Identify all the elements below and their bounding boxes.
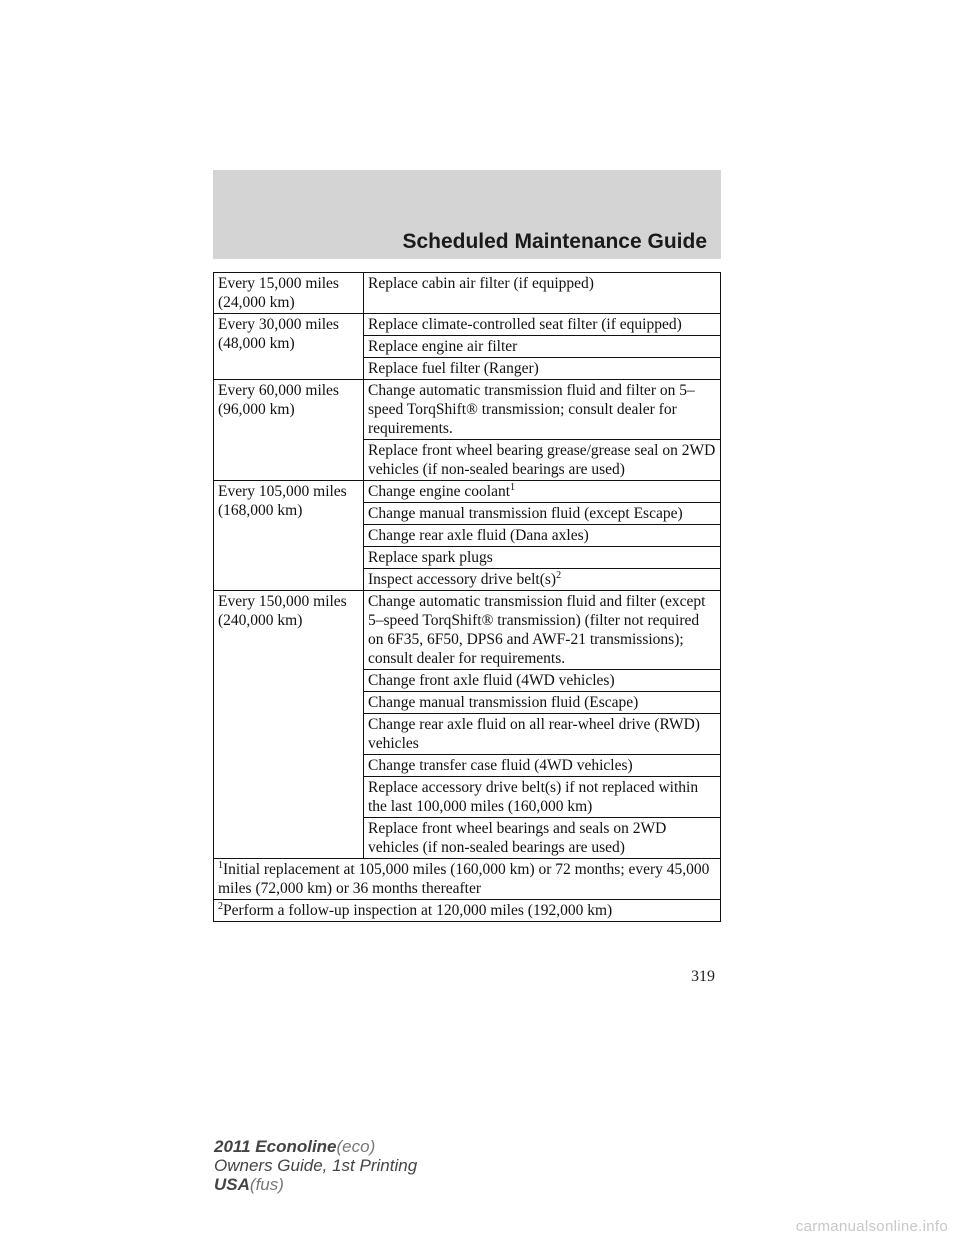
task-cell — [364, 481, 721, 503]
footnote-ref: 2 — [556, 570, 562, 581]
table-row — [214, 273, 721, 314]
footnote-ref: 1 — [510, 482, 516, 493]
task-text: Change automatic transmission fluid and filter (except 5–speed TorqShift® transmission) (filter not required on 6F35, 6F50, DPS6 and AWF-21 transmissions); consult dealer for requirements. — [368, 593, 706, 667]
maintenance-schedule-table — [213, 272, 721, 922]
watermark-link[interactable]: carmanualsonline.info — [795, 1218, 948, 1235]
footnote-text: Initial replacement at 105,000 miles (160,000 km) or 72 months; every 45,000 miles (72,000 km) or 36 months thereafter — [218, 861, 710, 897]
task-cell — [364, 525, 721, 547]
task-cell — [364, 358, 721, 380]
task-text: Replace fuel filter (Ranger) — [368, 360, 539, 377]
interval-cell: Every 150,000 miles (240,000 km) — [214, 591, 364, 859]
task-text: Change manual transmission fluid (Escape) — [368, 694, 639, 711]
task-cell — [364, 336, 721, 358]
task-text: Change engine coolant — [368, 483, 511, 500]
task-text: Change transfer case fluid (4WD vehicles) — [368, 757, 633, 774]
table-row — [214, 314, 721, 336]
footnote-cell — [214, 900, 721, 922]
footer-market-code: (fus) — [249, 1175, 284, 1194]
footer-model: 2011 Econoline — [214, 1137, 337, 1156]
task-cell — [364, 670, 721, 692]
task-text: Change rear axle fluid (Dana axles) — [368, 527, 589, 544]
interval-cell: Every 15,000 miles (24,000 km) — [214, 273, 364, 314]
footnote-text: Perform a follow-up inspection at 120,000 miles (192,000 km) — [223, 902, 613, 919]
task-cell — [364, 569, 721, 591]
footer-model-code: (eco) — [336, 1137, 376, 1156]
task-text: Inspect accessory drive belt(s) — [368, 571, 557, 588]
task-text: Replace front wheel bearings and seals on 2WD vehicles (if non-sealed bearings are used) — [368, 820, 667, 856]
task-text: Replace engine air filter — [368, 338, 518, 355]
interval-cell: Every 105,000 miles (168,000 km) — [214, 481, 364, 591]
footnote-row — [214, 900, 721, 922]
task-text: Change automatic transmission fluid and filter on 5–speed TorqShift® transmission; consult dealer for requirements. — [368, 382, 695, 437]
interval-cell: Every 30,000 miles (48,000 km) — [214, 314, 364, 380]
footnote-row — [214, 859, 721, 900]
task-text: Replace spark plugs — [368, 549, 493, 566]
footnote-mark: 1 — [218, 860, 223, 871]
task-cell — [364, 777, 721, 818]
task-cell — [364, 440, 721, 481]
task-text: Replace cabin air filter (if equipped) — [368, 275, 594, 292]
interval-cell: Every 60,000 miles (96,000 km) — [214, 380, 364, 481]
task-text: Replace front wheel bearing grease/grease seal on 2WD vehicles (if non-sealed bearings are used) — [368, 442, 716, 478]
section-header-band — [213, 170, 721, 259]
task-cell — [364, 547, 721, 569]
task-cell — [364, 503, 721, 525]
task-text: Replace climate-controlled seat filter (if equipped) — [368, 316, 682, 333]
task-cell — [364, 273, 721, 314]
task-text: Replace accessory drive belt(s) if not replaced within the last 100,000 miles (160,000 km) — [368, 779, 699, 815]
task-cell — [364, 818, 721, 859]
footer-printing: Owners Guide, 1st Printing — [214, 1156, 418, 1175]
task-cell — [364, 591, 721, 670]
table-row — [214, 481, 721, 503]
task-cell — [364, 380, 721, 440]
section-title: Scheduled Maintenance Guide — [402, 230, 707, 253]
page-number: 319 — [691, 968, 715, 985]
footnote-mark: 2 — [218, 901, 223, 912]
task-cell — [364, 692, 721, 714]
table-row — [214, 591, 721, 670]
footnote-cell — [214, 859, 721, 900]
task-cell — [364, 714, 721, 755]
task-text: Change front axle fluid (4WD vehicles) — [368, 672, 615, 689]
document-footer — [214, 1137, 417, 1194]
task-text: Change manual transmission fluid (except Escape) — [368, 505, 683, 522]
task-text: Change rear axle fluid on all rear-wheel drive (RWD) vehicles — [368, 716, 700, 752]
footer-market: USA — [214, 1175, 250, 1194]
task-cell — [364, 314, 721, 336]
task-cell — [364, 755, 721, 777]
table-row — [214, 380, 721, 440]
